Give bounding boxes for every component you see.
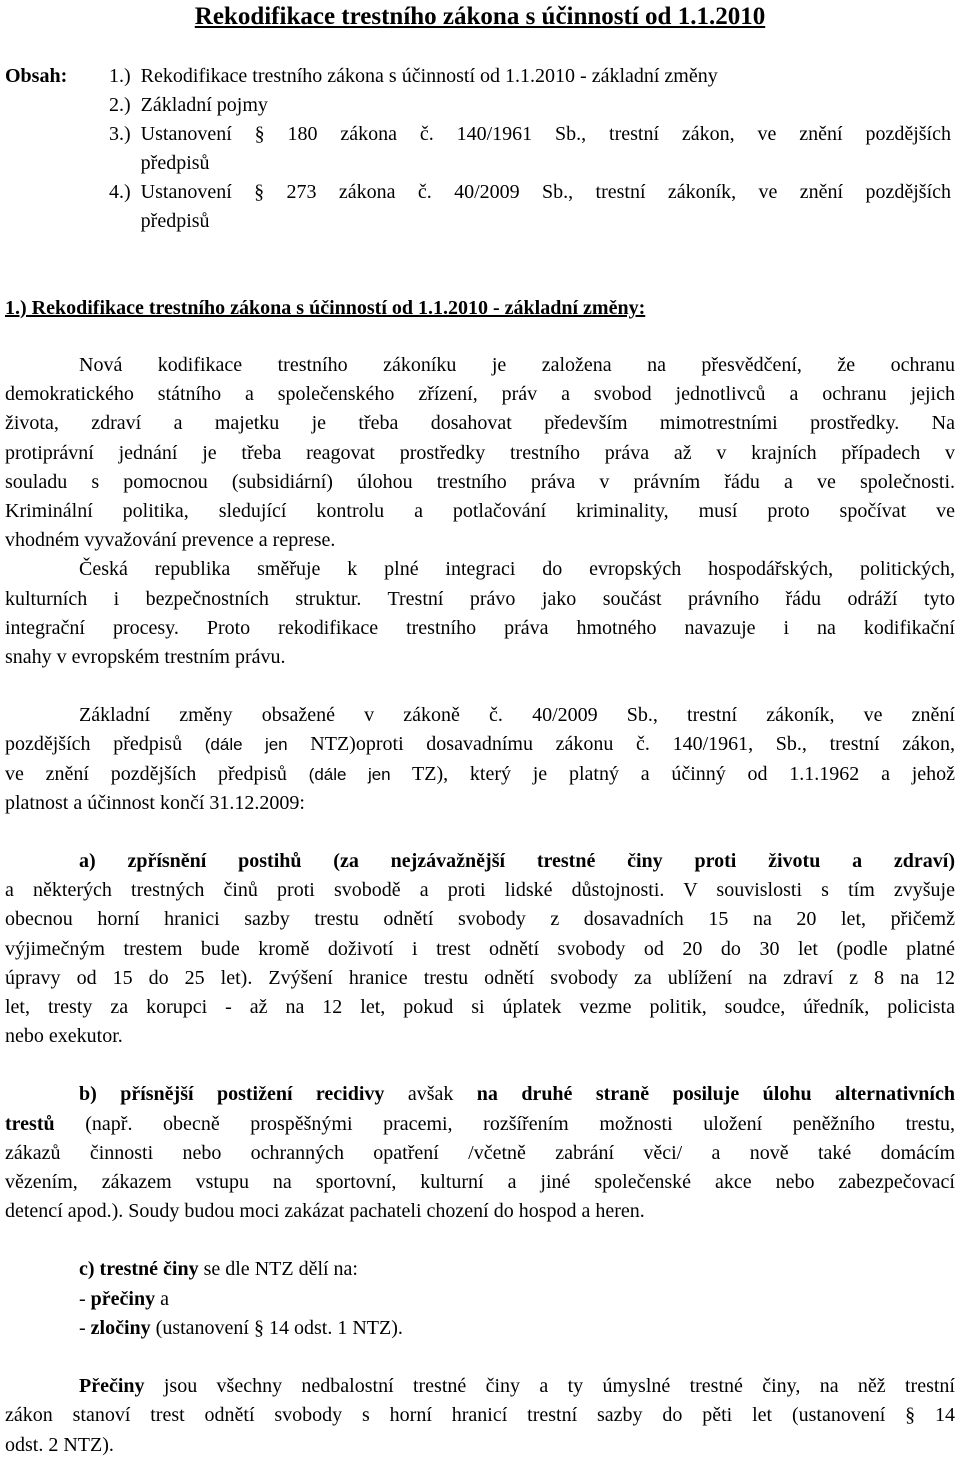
toc-item-text: Ustanovení § 273 zákona č. 40/2009 Sb., trestní zákoník, ve znění pozdějších xyxy=(140,181,951,203)
paragraph-integration: Česká republika směřuje k plné integraci do evropských hospodářských, politických, kulturních i bezpečnostních struktur. Trestní právo jako součást právního řádu odráží tyto integrační procesy. Proto rekodifikace trestního práva hmotného navazuje i na kodifikační snahy v evropském trestním právu. xyxy=(5,558,955,669)
toc-item-number: 3.) xyxy=(109,123,131,145)
paragraph-basic-changes: Základní změny obsažené v zákoně č. 40/2009 Sb., trestní zákoník, ve znění pozdějších předpisů (dále jen NTZ)oproti dosavadnímu zákonu č. 140/1961, Sb., trestní zákon, ve znění pozdějších předpisů (dále jen TZ), který je platný a účinný od 1.1.1962 a jehož platnost a účinnost končí 31.12.2009: xyxy=(5,704,956,814)
toc-item-1[interactable] xyxy=(109,62,951,91)
document-title: Rekodifikace trestního zákona s účinností od 1.1.2010 xyxy=(194,3,766,30)
change-item-c: c) trestné činy se dle NTZ dělí na: - přečiny a - zločiny (ustanovení § 14 odst. 1 NTZ). xyxy=(79,1258,403,1339)
toc-item-2[interactable] xyxy=(109,91,951,120)
toc-item-text-cont: předpisů xyxy=(140,152,210,174)
toc-item-number: 1.) xyxy=(109,65,131,87)
change-item-b: b) přísnější postižení recidivy avšak na druhé straně posiluje úlohu alternativních trestů (např. obecně prospěšnými pracemi, rozšířením možnosti uložení peněžního trestu, zákazů činnosti nebo ochranných opatření /včetně zabrání věci/ a nově také domácím vězením, zákazem vstupu na sportovní, kulturní a jiné společenské akce nebo zabezpečovací detencí apod.). Soudy budou moci zakázat pachateli chození do hospod a heren. xyxy=(5,1083,955,1223)
paragraph-intro: Nová kodifikace trestního zákoníku je založena na přesvědčení, že ochranu demokratického státního a společenského zřízení, práv a svobod jednotlivců a ochranu jejich života, zdraví a majetku je třeba dosahovat především mimotrestními prostředky. Na protiprávní jednání je třeba reagovat prostředky trestního práva až v krajních případech v souladu s pomocnou (subsidiární) úlohou trestního práva v právním řádu a ve společnosti. Kriminální politika, sledující kontrolu a potlačování kriminality, musí proto spočívat ve vhodném vyvažování prevence a represe. xyxy=(5,354,955,552)
toc-item-text: Základní pojmy xyxy=(140,94,268,116)
toc-item-3[interactable] xyxy=(109,120,951,178)
toc-item-number: 4.) xyxy=(109,181,131,203)
section-body xyxy=(5,351,955,1460)
toc-item-text: Rekodifikace trestního zákona s účinností od 1.1.2010 - základní změny xyxy=(140,65,718,87)
toc-item-4[interactable] xyxy=(109,178,951,236)
change-item-a: a) zpřísnění postihů (za nejzávažnější trestné činy proti životu a zdraví) a některých trestných činů proti svobodě a proti lidské důstojnosti. V souvislosti s tím zvyšuje obecnou horní hranici sazby trestu odnětí svobody z dosavadních 15 na 20 let, přičemž výjimečným trestem bude kromě doživotí i trest odnětí svobody od 20 do 30 let (podle platné úpravy od 15 do 25 let). Zvýšení hranice trestu odnětí svobody za ublížení na zdraví z 8 na 12 let, tresty za korupci - až na 12 let, pokud si úplatek vezme politik, soudce, úředník, policista nebo exekutor. xyxy=(5,850,955,1048)
toc-label: Obsah: xyxy=(5,65,68,87)
toc-item-text-cont: předpisů xyxy=(140,210,210,232)
toc-item-number: 2.) xyxy=(109,94,131,116)
section-heading: 1.) Rekodifikace trestního zákona s účinností od 1.1.2010 - základní změny: xyxy=(5,297,646,319)
paragraph-misdemeanours: Přečiny jsou všechny nedbalostní trestné činy a ty úmyslné trestné činy, na něž trestní zákon stanoví trest odnětí svobody s horní hranicí trestní sazby do pěti let (ustanovení § 14 odst. 2 NTZ). xyxy=(5,1375,955,1456)
table-of-contents xyxy=(109,62,951,236)
toc-item-text: Ustanovení § 180 zákona č. 140/1961 Sb., trestní zákon, ve znění pozdějších xyxy=(140,123,951,145)
